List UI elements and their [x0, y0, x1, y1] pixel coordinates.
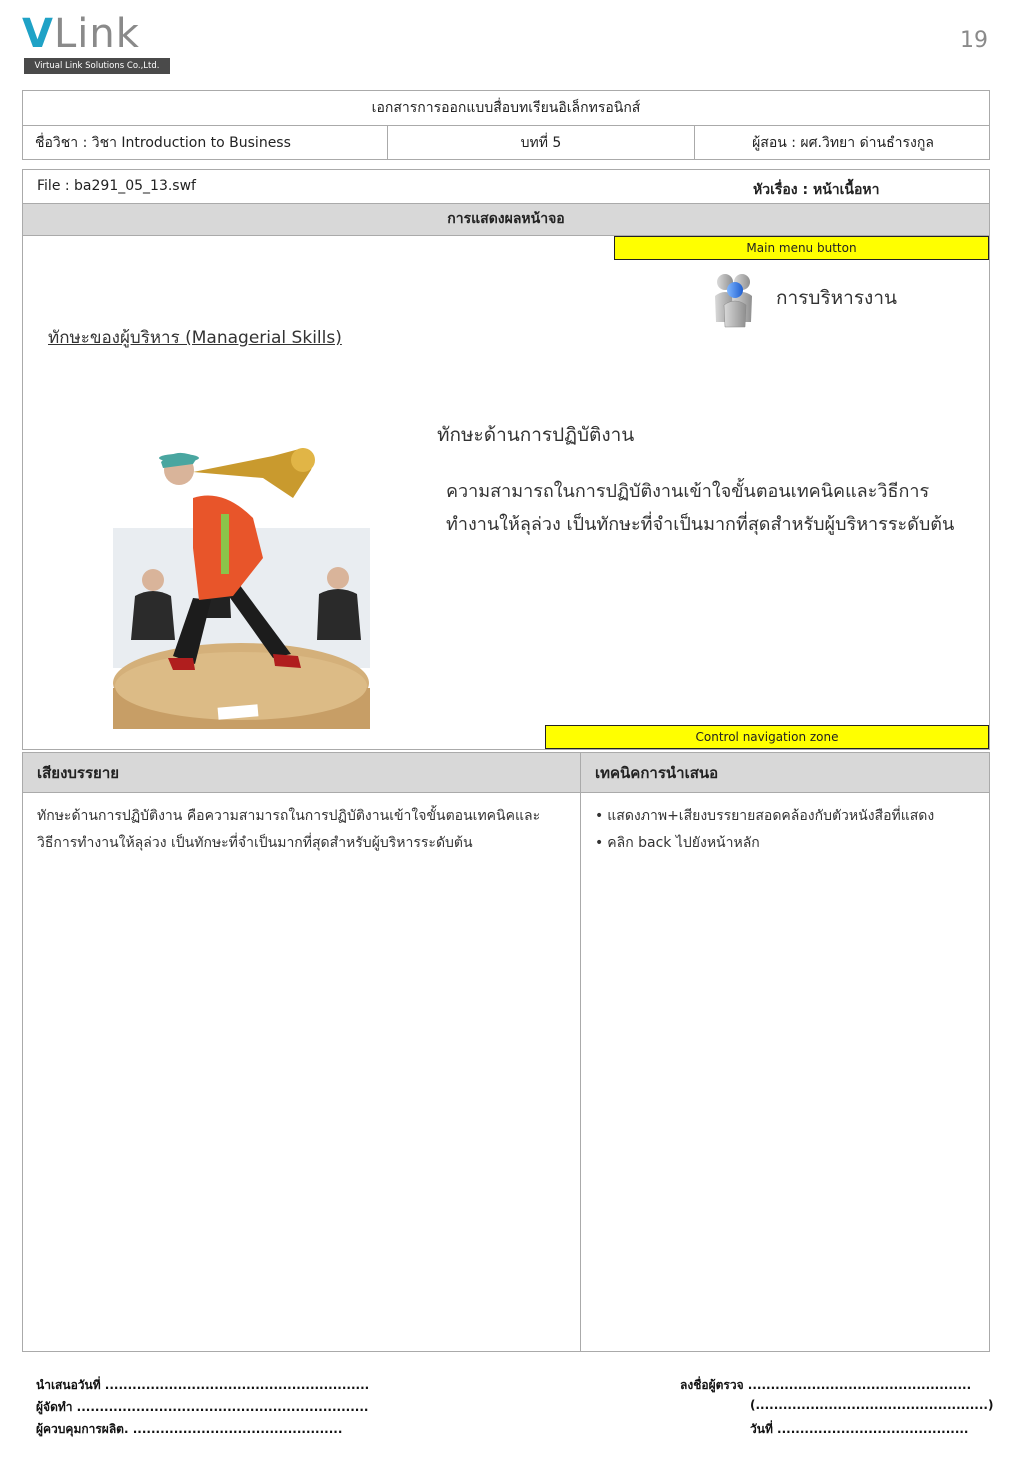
producer-field: ผู้จัดทำ ................................................................	[36, 1400, 369, 1414]
course-name: ชื่อวิชา : วิชา Introduction to Business	[23, 126, 388, 160]
people-icon[interactable]	[712, 272, 758, 328]
logo-word: Link	[53, 11, 140, 57]
menu-label-management[interactable]: การบริหารงาน	[776, 287, 897, 309]
narration-line: วิธีการทำงานให้ลุล่วง เป็นทักษะที่จำเป็นมากที่สุดสำหรับผู้บริหารระดับต้น	[37, 835, 473, 851]
page-number: 19	[960, 28, 988, 53]
company-logo	[22, 11, 172, 76]
skills-title: ทักษะของผู้บริหาร (Managerial Skills)	[48, 328, 342, 348]
reviewer-name-field: (...................................................)	[750, 1398, 994, 1412]
narration-header: เสียงบรรยาย	[23, 753, 581, 793]
technique-header: เทคนิคการนำเสนอ	[581, 753, 989, 793]
technique-item: • แสดงภาพ+เสียงบรรยายสอดคล้องกับตัวหนังสือที่แสดง	[595, 803, 985, 830]
review-date-field: วันที่ ..........................................	[750, 1422, 969, 1436]
instructor-name: ผู้สอน : ผศ.วิทยา ด่านธำรงกูล	[752, 135, 934, 151]
main-menu-tag: Main menu button	[614, 236, 989, 260]
logo-tagline: Virtual Link Solutions Co.,Ltd.	[24, 58, 170, 74]
document-header-table	[22, 90, 990, 160]
section-body-line: ทำงานให้ลุล่วง เป็นทักษะที่จำเป็นมากที่สุดสำหรับผู้บริหารระดับต้น	[446, 514, 955, 535]
screen-display-header: การแสดงผลหน้าจอ	[22, 203, 990, 236]
narration-technique-table	[22, 752, 990, 1352]
file-row	[22, 169, 990, 203]
section-body-line: ความสามารถในการปฏิบัติงานเข้าใจขั้นตอนเทคนิคและวิธีการ	[446, 481, 930, 502]
technique-list	[595, 803, 985, 857]
chapter-number: บทที่ 5	[388, 126, 695, 160]
file-name: File : ba291_05_13.swf	[37, 178, 196, 194]
narration-line: ทักษะด้านการปฏิบัติงาน คือความสามารถในการปฏิบัติงานเข้าใจขั้นตอนเทคนิคและ	[37, 808, 541, 824]
column-divider	[580, 793, 581, 1351]
document-title: เอกสารการออกแบบสื่อบทเรียนอิเล็กทรอนิกส์	[23, 91, 989, 126]
present-date-field: นำเสนอวันที่ ..........................................................	[36, 1378, 370, 1392]
reviewer-signature-field: ลงชื่อผู้ตรวจ .................................................	[680, 1378, 972, 1392]
topic-label: หัวเรื่อง : หน้าเนื้อหา	[753, 182, 880, 198]
narration-text	[37, 803, 567, 857]
section-body	[446, 475, 976, 541]
logo-v: V	[22, 11, 54, 57]
saxophone-businessman-photo	[113, 418, 370, 729]
control-navigation-zone-tag: Control navigation zone	[545, 725, 989, 749]
technique-item: • คลิก back ไปยังหน้าหลัก	[595, 830, 985, 857]
controller-field: ผู้ควบคุมการผลิต. ..............................................	[36, 1422, 343, 1436]
section-title: ทักษะด้านการปฏิบัติงาน	[437, 424, 635, 446]
